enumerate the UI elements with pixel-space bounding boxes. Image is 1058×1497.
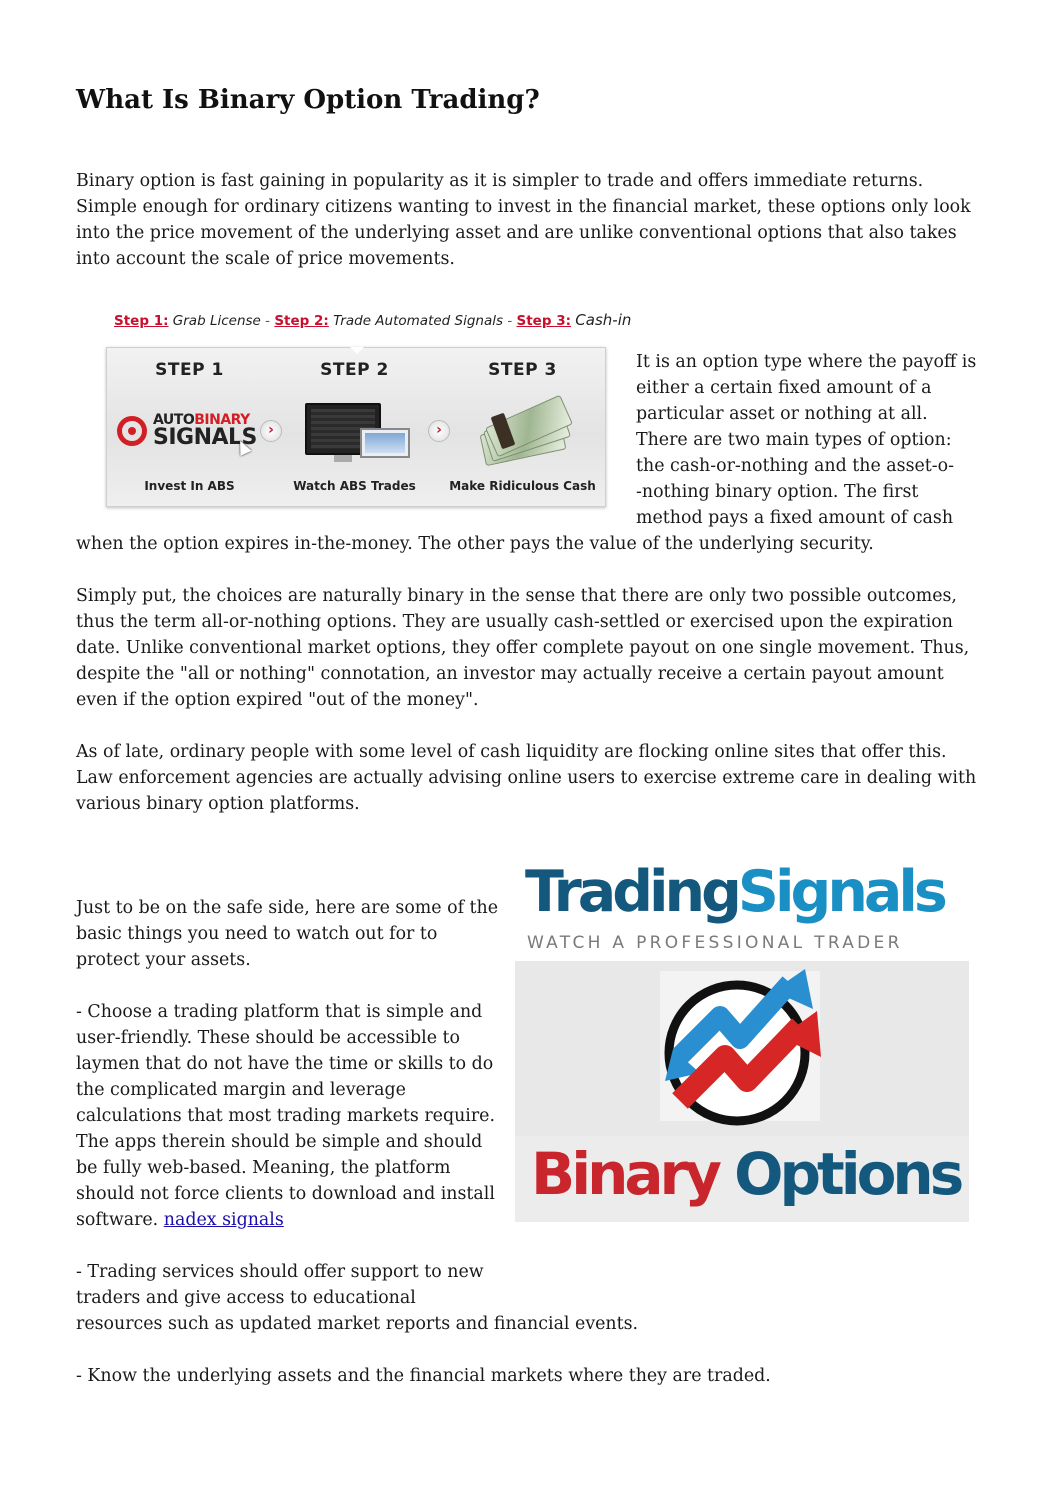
p7-line: traders and give access to educational — [76, 1288, 416, 1308]
image-subtitle: WATCH A PROFESSIONAL TRADER — [527, 933, 903, 953]
step-2-heading: STEP 2 — [320, 360, 389, 380]
option-types-paragraph — [76, 349, 986, 557]
chevron-right-icon: › — [260, 420, 282, 442]
platform-tip-paragraph — [76, 999, 506, 1233]
p2-line: the cash-or-nothing and the asset-o- — [636, 456, 955, 476]
image-bottom-title — [531, 1139, 960, 1209]
platform-tip-text: - Choose a trading platform that is simple and user-friendly. These should be accessible to laymen that do not have the time or skills to do the complicated margin and leverage calculations that most trading markets require. The apps therein should be simple and should be fully web-based. Meaning, the platform should not force clients to download and install software. — [76, 1002, 495, 1230]
image-title-word-1: Trading — [525, 859, 738, 925]
caption-step2-label: Step 2: — [274, 313, 329, 329]
step-2-caption: Watch ABS Trades — [293, 479, 416, 493]
p2-line: There are two main types of option: — [636, 430, 952, 450]
intro-paragraph: Binary option is fast gaining in popularity as it is simpler to trade and offers immediate returns. Simple enough for ordinary citizens wanting to invest in the financial market, these options only look into the price movement of the underlying asset and are unlike conventional options that also takes into account the scale of price movements. — [76, 171, 971, 269]
logo-word-auto: AUTO — [153, 412, 195, 428]
p2-line: method pays a fixed amount of cash — [636, 508, 954, 528]
step-3-caption: Make Ridiculous Cash — [449, 479, 596, 493]
p2-line: particular asset or nothing at all. — [636, 404, 928, 424]
assets-tip-paragraph: - Know the underlying assets and the financial markets where they are traded. — [76, 1366, 771, 1386]
p2-line: when the option expires in-the-money. The other pays the value of the underlying security. — [76, 534, 874, 554]
caption-step3-label: Step 3: — [516, 313, 571, 329]
support-tip-paragraph — [76, 1259, 986, 1337]
caption-separator: - — [265, 313, 271, 329]
caption-step1-label: Step 1: — [114, 313, 169, 329]
image-title — [525, 857, 944, 927]
image-title-word-2: Signals — [737, 859, 944, 925]
step-1-heading: STEP 1 — [155, 360, 224, 380]
caption-step3-text: Cash-in — [575, 311, 632, 329]
caption-step2-text: Trade Automated Signals — [333, 313, 504, 329]
p7-line: resources such as updated market reports and financial events. — [76, 1314, 639, 1334]
caption-separator: - — [507, 313, 513, 329]
step-3-heading: STEP 3 — [488, 360, 557, 380]
p2-line: -nothing binary option. The first — [636, 482, 919, 502]
binary-outcomes-paragraph: Simply put, the choices are naturally binary in the sense that there are only two possible outcomes, thus the term all-or-nothing options. They are usually cash-settled or exercised upon the expiration date. Unlike conventional market options, they offer complete payout on one single movement. Thus, despite the "all or nothing" connotation, an investor may actually receive a certain payout amount even if the option expired "out of the money". — [76, 586, 970, 710]
steps-caption — [114, 311, 631, 329]
image-bottom-word-2: Options — [734, 1140, 961, 1208]
trading-signals-image — [515, 857, 969, 1222]
image-bottom-word-1: Binary — [531, 1140, 718, 1208]
trend-arrows-icon — [515, 961, 969, 1136]
logo-word-binary: BINARY — [194, 412, 250, 428]
step-1-caption: Invest In ABS — [144, 479, 235, 493]
chevron-right-icon: › — [428, 420, 450, 442]
p2-line: either a certain fixed amount of a — [636, 378, 932, 398]
nadex-signals-link[interactable]: nadex signals — [163, 1210, 284, 1230]
logo-word-signals: SIGNALS — [153, 425, 257, 450]
p7-line: - Trading services should offer support to new — [76, 1262, 484, 1282]
page-title: What Is Binary Option Trading? — [76, 85, 540, 115]
p2-line: It is an option type where the payoff is — [636, 352, 977, 372]
caption-step1-text: Grab License — [172, 313, 261, 329]
safety-intro-paragraph: Just to be on the safe side, here are some of the basic things you need to watch out for to protect your assets. — [76, 898, 499, 970]
warning-paragraph: As of late, ordinary people with some level of cash liquidity are flocking online sites that offer this. Law enforcement agencies are actually advising online users to exercise extreme care in dealing with various binary option platforms. — [76, 742, 977, 814]
